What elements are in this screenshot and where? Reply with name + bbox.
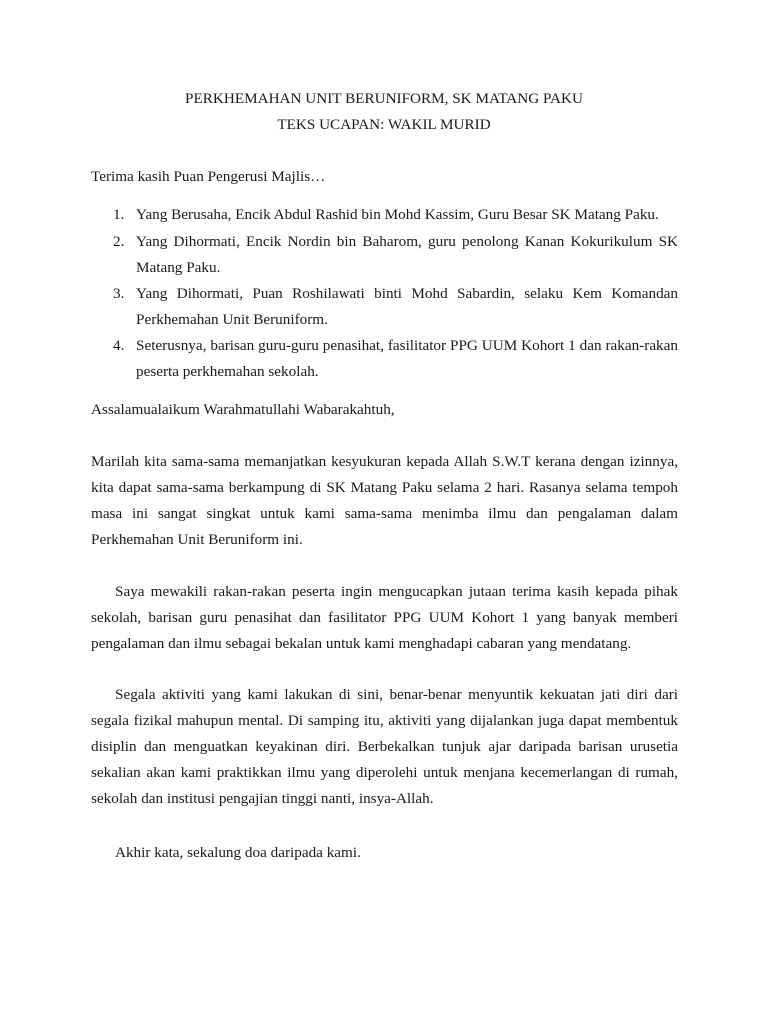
paragraph-2-line-1: Saya mewakili rakan-rakan peserta ingin mengucapkan jutaan terima kasih kepada pihak [115, 583, 678, 600]
paragraph-3-line-4: sekalian akan kami praktikkan ilmu yang diperolehi untuk menjana kecemerlangan di rumah, [91, 764, 678, 781]
list-item-4-line-2: peserta perkhemahan sekolah. [136, 363, 319, 380]
list-item-2-line-1: Yang Dihormati, Encik Nordin bin Baharom, guru penolong Kanan Kokurikulum SK [136, 233, 678, 250]
paragraph-3-line-2: segala fizikal mahupun mental. Di samping itu, aktiviti yang dijalankan juga dapat membentuk [91, 712, 678, 729]
paragraph-1-line-3: masa ini sangat singkat untuk kami sama-sama menimba ilmu dan pengalaman dalam [91, 505, 678, 522]
list-item-3-line-2: Perkhemahan Unit Beruniform. [136, 311, 328, 328]
paragraph-1-line-2: kita dapat sama-sama berkampung di SK Matang Paku selama 2 hari. Rasanya selama tempoh [91, 479, 678, 496]
list-item-4-line-1: Seterusnya, barisan guru-guru penasihat, fasilitator PPG UUM Kohort 1 dan rakan-rakan [136, 337, 678, 354]
greeting-line: Terima kasih Puan Pengerusi Majlis… [91, 168, 326, 185]
document-title-line-1: PERKHEMAHAN UNIT BERUNIFORM, SK MATANG PAKU [185, 90, 583, 107]
paragraph-2-line-3: pengalaman dan ilmu sebagai bekalan untuk kami menghadapi cabaran yang mendatang. [91, 635, 632, 652]
salam-line: Assalamualaikum Warahmatullahi Wabarakahtuh, [91, 401, 395, 418]
list-item-1-line-1: Yang Berusaha, Encik Abdul Rashid bin Mohd Kassim, Guru Besar SK Matang Paku. [136, 206, 659, 223]
document-title-line-2: TEKS UCAPAN: WAKIL MURID [277, 116, 491, 133]
paragraph-2-line-2: sekolah, barisan guru penasihat dan fasilitator PPG UUM Kohort 1 yang banyak memberi [91, 609, 678, 626]
closing-line: Akhir kata, sekalung doa daripada kami. [115, 844, 361, 861]
paragraph-3-line-1: Segala aktiviti yang kami lakukan di sini, benar-benar menyuntik kekuatan jati diri dari [115, 686, 678, 703]
paragraph-3-line-5: sekolah dan institusi pengajian tinggi nanti, insya-Allah. [91, 790, 434, 807]
list-item-3-line-1: Yang Dihormati, Puan Roshilawati binti Mohd Sabardin, selaku Kem Komandan [136, 285, 678, 302]
paragraph-3-line-3: disiplin dan menguatkan keyakinan diri. Berbekalkan tunjuk ajar daripada barisan urusetia [91, 738, 678, 755]
list-item-number-4: 4. [113, 337, 125, 354]
paragraph-1-line-1: Marilah kita sama-sama memanjatkan kesyukuran kepada Allah S.W.T kerana dengan izinnya, [91, 453, 678, 470]
paragraph-1-line-4: Perkhemahan Unit Beruniform ini. [91, 531, 303, 548]
list-item-number-3: 3. [113, 285, 125, 302]
list-item-number-1: 1. [113, 206, 125, 223]
list-item-number-2: 2. [113, 233, 125, 250]
list-item-2-line-2: Matang Paku. [136, 259, 221, 276]
